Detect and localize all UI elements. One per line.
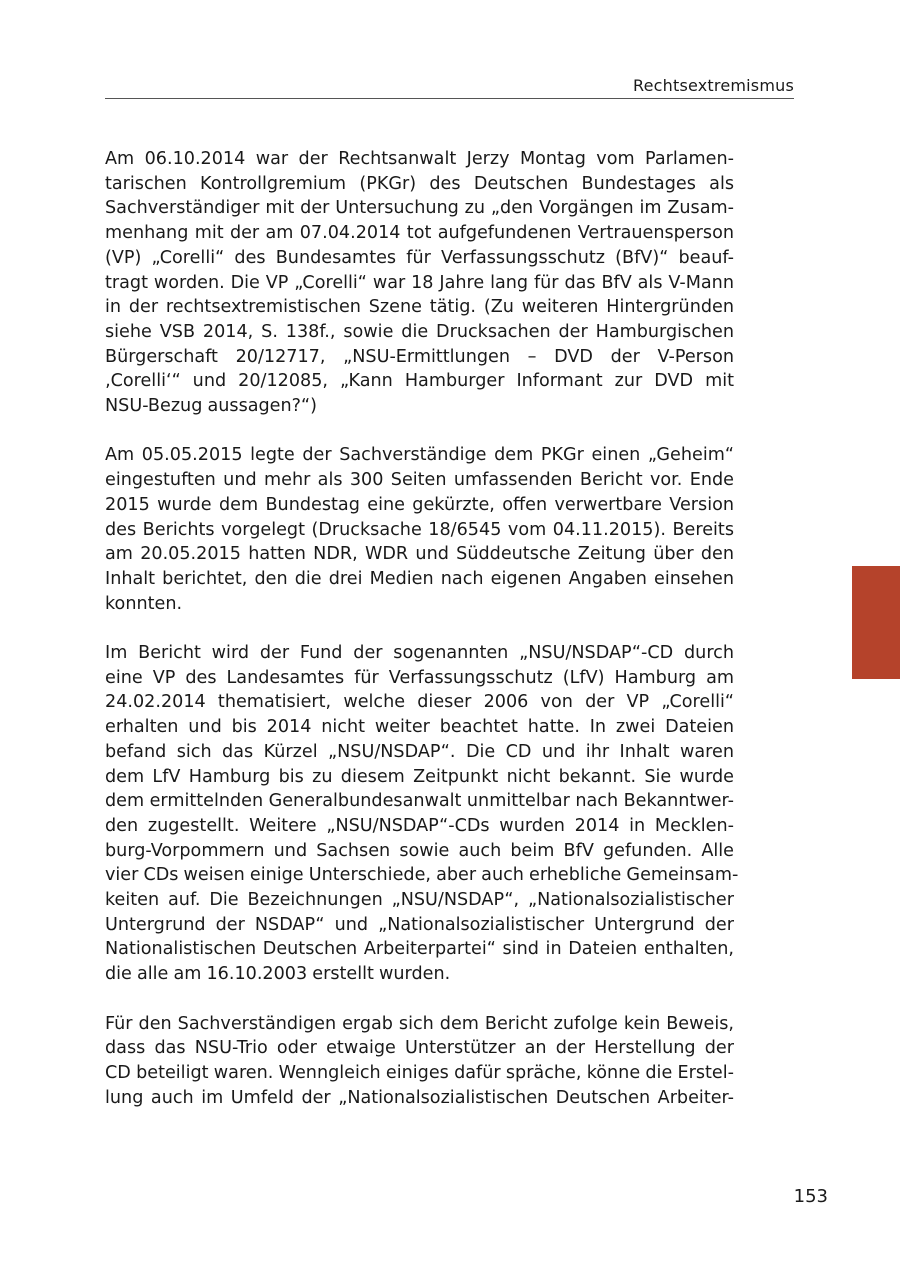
text-line: konnten. xyxy=(105,593,183,614)
text-line: CD beteiligt waren. Wenngleich einiges dafür spräche, könne die Erstel- xyxy=(105,1062,734,1083)
text-line: tarischen Kontrollgremium (PKGr) des Deutschen Bundestages als xyxy=(105,173,734,194)
text-line: Im Bericht wird der Fund der sogenannten „NSU/NSDAP“-CD durch xyxy=(105,643,734,664)
text-line: siehe VSB 2014, S. 138f., sowie die Drucksachen der Hamburgischen xyxy=(105,321,734,342)
text-line: vier CDs weisen einige Unterschiede, aber auch erhebliche Gemeinsam- xyxy=(105,865,739,886)
text-line: die alle am 16.10.2003 erstellt wurden. xyxy=(105,964,451,985)
text-line: den zugestellt. Weitere „NSU/NSDAP“-CDs wurden 2014 in Mecklen- xyxy=(105,815,734,836)
text-line: Am 06.10.2014 war der Rechtsanwalt Jerzy Montag vom Parlamen- xyxy=(105,149,734,169)
text-line: Inhalt berichtet, den die drei Medien nach eigenen Angaben einsehen xyxy=(105,568,734,589)
text-line: in der rechtsextremistischen Szene tätig. (Zu weiteren Hintergründen xyxy=(105,297,734,318)
body-text xyxy=(105,147,739,1135)
paragraph-4 xyxy=(105,1012,734,1111)
section-tab-marker xyxy=(852,566,900,679)
text-line: Untergrund der NSDAP“ und „Nationalsozialistischer Untergrund der xyxy=(105,914,734,935)
text-line: ‚Corelli‘“ und 20/12085, „Kann Hamburger Informant zur DVD mit xyxy=(105,371,734,392)
text-line: am 20.05.2015 hatten NDR, WDR und Süddeutsche Zeitung über den xyxy=(105,544,734,565)
text-line: Nationalistischen Deutschen Arbeiterpartei“ sind in Dateien enthalten, xyxy=(105,939,734,960)
text-line: eine VP des Landesamtes für Verfassungsschutz (LfV) Hamburg am xyxy=(105,667,734,688)
text-line: NSU-Bezug aussagen?“) xyxy=(105,396,317,417)
text-line: 2015 wurde dem Bundestag eine gekürzte, offen verwertbare Version xyxy=(105,494,734,515)
text-line: des Berichts vorgelegt (Drucksache 18/6545 vom 04.11.2015). Bereits xyxy=(105,519,734,540)
text-line: Sachverständiger mit der Untersuchung zu „den Vorgängen im Zusam- xyxy=(105,198,734,219)
text-line: dem LfV Hamburg bis zu diesem Zeitpunkt nicht bekannt. Sie wurde xyxy=(105,766,734,787)
text-line: tragt worden. Die VP „Corelli“ war 18 Jahre lang für das BfV als V-Mann xyxy=(105,272,734,293)
text-line: (VP) „Corelli“ des Bundesamtes für Verfassungsschutz (BfV)“ beauf- xyxy=(105,247,734,268)
paragraph-3 xyxy=(105,641,739,987)
text-line: erhalten und bis 2014 nicht weiter beachtet hatte. In zwei Dateien xyxy=(105,717,734,738)
text-line: Am 05.05.2015 legte der Sachverständige dem PKGr einen „Geheim“ xyxy=(105,445,734,466)
paragraph-1 xyxy=(105,147,734,419)
running-header: Rechtsextremismus xyxy=(633,76,794,95)
text-line: Bürgerschaft 20/12717, „NSU-Ermittlungen – DVD der V-Person xyxy=(105,346,734,367)
text-line: befand sich das Kürzel „NSU/NSDAP“. Die CD und ihr Inhalt waren xyxy=(105,741,734,762)
text-line: 24.02.2014 thematisiert, welche dieser 2006 von der VP „Corelli“ xyxy=(105,692,734,713)
header-rule xyxy=(105,98,794,99)
text-line: menhang mit der am 07.04.2014 tot aufgefundenen Vertrauensperson xyxy=(105,223,734,244)
text-line: dem ermittelnden Generalbundesanwalt unmittelbar nach Bekanntwer- xyxy=(105,791,734,812)
text-line: keiten auf. Die Bezeichnungen „NSU/NSDAP“, „Nationalsozialistischer xyxy=(105,890,734,911)
text-line: Für den Sachverständigen ergab sich dem Bericht zufolge kein Beweis, xyxy=(105,1013,734,1034)
text-line: eingestuften und mehr als 300 Seiten umfassenden Bericht vor. Ende xyxy=(105,470,734,491)
paragraph-2 xyxy=(105,443,734,616)
page-number: 153 xyxy=(793,1186,828,1207)
text-line: lung auch im Umfeld der „Nationalsozialistischen Deutschen Arbeiter- xyxy=(105,1087,734,1108)
text-line: dass das NSU-Trio oder etwaige Unterstützer an der Herstellung der xyxy=(105,1038,734,1059)
text-line: burg-Vorpommern und Sachsen sowie auch beim BfV gefunden. Alle xyxy=(105,840,734,861)
